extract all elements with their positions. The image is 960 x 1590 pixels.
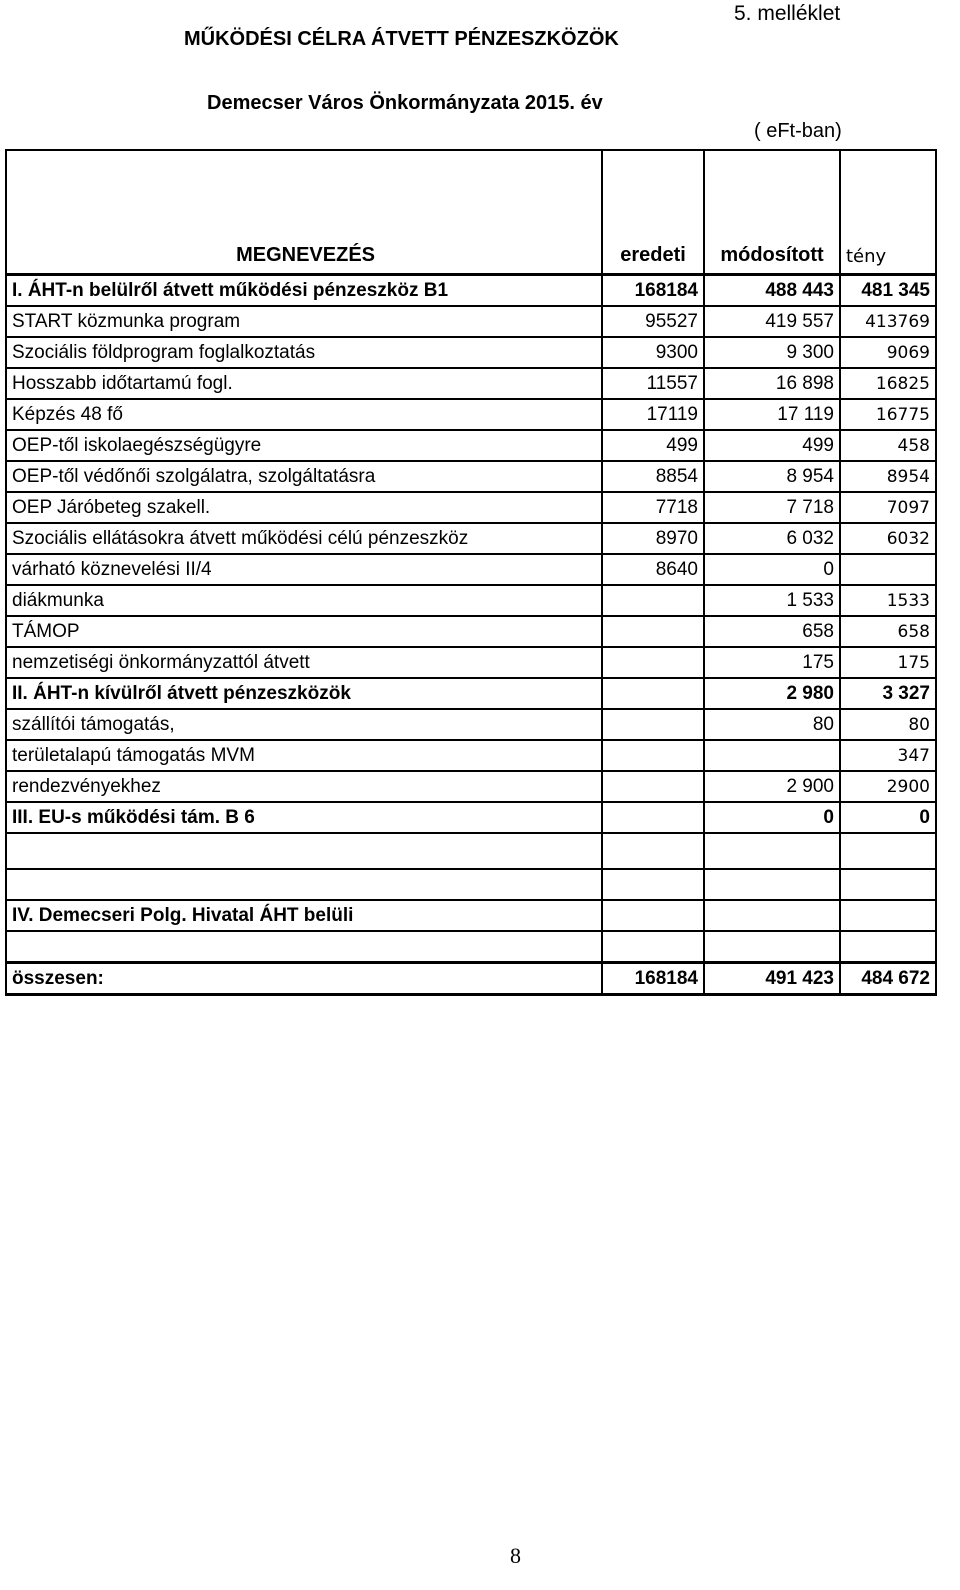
column-header-teny: tény bbox=[840, 150, 936, 275]
cell-modositott: 17 119 bbox=[704, 399, 840, 430]
cell-teny: 413769 bbox=[840, 306, 936, 337]
cell-modositott bbox=[704, 869, 840, 900]
cell-modositott: 80 bbox=[704, 709, 840, 740]
cell-megnevezes: IV. Demecseri Polg. Hivatal ÁHT belüli bbox=[6, 900, 602, 931]
cell-megnevezes: II. ÁHT-n kívülről átvett pénzeszközök bbox=[6, 678, 602, 709]
cell-eredeti bbox=[602, 833, 704, 869]
column-header-megnevezes: MEGNEVEZÉS bbox=[6, 150, 602, 275]
cell-megnevezes: diákmunka bbox=[6, 585, 602, 616]
cell-modositott: 491 423 bbox=[704, 963, 840, 995]
cell-megnevezes: III. EU-s működési tám. B 6 bbox=[6, 802, 602, 833]
cell-teny: 3 327 bbox=[840, 678, 936, 709]
cell-megnevezes: Hosszabb időtartamú fogl. bbox=[6, 368, 602, 399]
cell-modositott: 0 bbox=[704, 802, 840, 833]
cell-eredeti: 17119 bbox=[602, 399, 704, 430]
cell-megnevezes: szállítói támogatás, bbox=[6, 709, 602, 740]
cell-megnevezes: OEP-től védőnői szolgálatra, szolgáltatásra bbox=[6, 461, 602, 492]
cell-eredeti bbox=[602, 931, 704, 963]
cell-eredeti: 95527 bbox=[602, 306, 704, 337]
cell-eredeti bbox=[602, 740, 704, 771]
cell-modositott bbox=[704, 900, 840, 931]
table-row bbox=[6, 523, 936, 554]
cell-eredeti: 8640 bbox=[602, 554, 704, 585]
cell-eredeti bbox=[602, 802, 704, 833]
cell-eredeti bbox=[602, 616, 704, 647]
table-row bbox=[6, 709, 936, 740]
column-header-eredeti: eredeti bbox=[602, 150, 704, 275]
table-row bbox=[6, 492, 936, 523]
cell-teny: 8954 bbox=[840, 461, 936, 492]
cell-eredeti: 168184 bbox=[602, 275, 704, 307]
cell-teny bbox=[840, 869, 936, 900]
cell-teny: 0 bbox=[840, 802, 936, 833]
table-row bbox=[6, 554, 936, 585]
cell-eredeti: 7718 bbox=[602, 492, 704, 523]
table-row bbox=[6, 399, 936, 430]
cell-teny: 9069 bbox=[840, 337, 936, 368]
cell-eredeti bbox=[602, 678, 704, 709]
cell-teny bbox=[840, 833, 936, 869]
cell-teny: 16825 bbox=[840, 368, 936, 399]
cell-teny bbox=[840, 900, 936, 931]
table-row bbox=[6, 368, 936, 399]
cell-modositott: 658 bbox=[704, 616, 840, 647]
unit-label: ( eFt-ban) bbox=[754, 120, 842, 142]
cell-teny: 80 bbox=[840, 709, 936, 740]
funds-table bbox=[5, 149, 937, 996]
table-row bbox=[6, 802, 936, 833]
cell-teny bbox=[840, 931, 936, 963]
table-row bbox=[6, 647, 936, 678]
cell-eredeti: 8854 bbox=[602, 461, 704, 492]
cell-eredeti: 9300 bbox=[602, 337, 704, 368]
document-subtitle: Demecser Város Önkormányzata 2015. év bbox=[207, 92, 603, 114]
cell-megnevezes: TÁMOP bbox=[6, 616, 602, 647]
cell-megnevezes: OEP-től iskolaegészségügyre bbox=[6, 430, 602, 461]
page-number: 8 bbox=[510, 1543, 521, 1568]
table-row bbox=[6, 900, 936, 931]
table-row bbox=[6, 461, 936, 492]
table-row bbox=[6, 306, 936, 337]
cell-megnevezes: START közmunka program bbox=[6, 306, 602, 337]
table-row bbox=[6, 740, 936, 771]
table-row bbox=[6, 833, 936, 869]
cell-modositott: 8 954 bbox=[704, 461, 840, 492]
cell-teny: 2900 bbox=[840, 771, 936, 802]
table-row bbox=[6, 771, 936, 802]
cell-modositott: 6 032 bbox=[704, 523, 840, 554]
cell-megnevezes: nemzetiségi önkormányzattól átvett bbox=[6, 647, 602, 678]
table-row bbox=[6, 678, 936, 709]
cell-modositott: 1 533 bbox=[704, 585, 840, 616]
cell-eredeti: 8970 bbox=[602, 523, 704, 554]
cell-modositott bbox=[704, 740, 840, 771]
cell-megnevezes bbox=[6, 931, 602, 963]
cell-eredeti bbox=[602, 709, 704, 740]
table-row bbox=[6, 931, 936, 963]
cell-megnevezes: területalapú támogatás MVM bbox=[6, 740, 602, 771]
annex-label: 5. melléklet bbox=[734, 2, 841, 25]
cell-megnevezes: Szociális ellátásokra átvett működési célú pénzeszköz bbox=[6, 523, 602, 554]
cell-teny: 175 bbox=[840, 647, 936, 678]
cell-teny: 6032 bbox=[840, 523, 936, 554]
cell-megnevezes: Képzés 48 fő bbox=[6, 399, 602, 430]
cell-megnevezes: OEP Járóbeteg szakell. bbox=[6, 492, 602, 523]
cell-megnevezes: várható köznevelési II/4 bbox=[6, 554, 602, 585]
cell-teny bbox=[840, 554, 936, 585]
table-row bbox=[6, 585, 936, 616]
cell-teny: 347 bbox=[840, 740, 936, 771]
cell-megnevezes bbox=[6, 869, 602, 900]
cell-eredeti bbox=[602, 869, 704, 900]
cell-modositott: 499 bbox=[704, 430, 840, 461]
cell-eredeti: 499 bbox=[602, 430, 704, 461]
cell-modositott: 0 bbox=[704, 554, 840, 585]
cell-modositott: 9 300 bbox=[704, 337, 840, 368]
cell-megnevezes bbox=[6, 833, 602, 869]
cell-modositott: 16 898 bbox=[704, 368, 840, 399]
table-row bbox=[6, 963, 936, 995]
cell-modositott bbox=[704, 931, 840, 963]
cell-teny: 658 bbox=[840, 616, 936, 647]
cell-eredeti bbox=[602, 585, 704, 616]
table-row bbox=[6, 616, 936, 647]
cell-eredeti bbox=[602, 771, 704, 802]
cell-teny: 16775 bbox=[840, 399, 936, 430]
cell-modositott: 488 443 bbox=[704, 275, 840, 307]
cell-modositott bbox=[704, 833, 840, 869]
cell-megnevezes: rendezvényekhez bbox=[6, 771, 602, 802]
cell-megnevezes: I. ÁHT-n belülről átvett működési pénzeszköz B1 bbox=[6, 275, 602, 307]
cell-modositott: 2 900 bbox=[704, 771, 840, 802]
cell-teny: 481 345 bbox=[840, 275, 936, 307]
cell-teny: 7097 bbox=[840, 492, 936, 523]
cell-teny: 458 bbox=[840, 430, 936, 461]
cell-modositott: 7 718 bbox=[704, 492, 840, 523]
cell-modositott: 419 557 bbox=[704, 306, 840, 337]
column-header-modositott: módosított bbox=[704, 150, 840, 275]
cell-teny: 484 672 bbox=[840, 963, 936, 995]
table-row bbox=[6, 337, 936, 368]
cell-eredeti: 168184 bbox=[602, 963, 704, 995]
table-row bbox=[6, 869, 936, 900]
table-row bbox=[6, 275, 936, 307]
table-row bbox=[6, 430, 936, 461]
cell-eredeti: 11557 bbox=[602, 368, 704, 399]
cell-eredeti bbox=[602, 647, 704, 678]
cell-modositott: 175 bbox=[704, 647, 840, 678]
funds-table-body bbox=[6, 150, 936, 995]
cell-megnevezes: összesen: bbox=[6, 963, 602, 995]
cell-modositott: 2 980 bbox=[704, 678, 840, 709]
cell-eredeti bbox=[602, 900, 704, 931]
document-title: MŰKÖDÉSI CÉLRA ÁTVETT PÉNZESZKÖZÖK bbox=[184, 28, 619, 50]
cell-megnevezes: Szociális földprogram foglalkoztatás bbox=[6, 337, 602, 368]
cell-teny: 1533 bbox=[840, 585, 936, 616]
table-header-row bbox=[6, 150, 936, 275]
